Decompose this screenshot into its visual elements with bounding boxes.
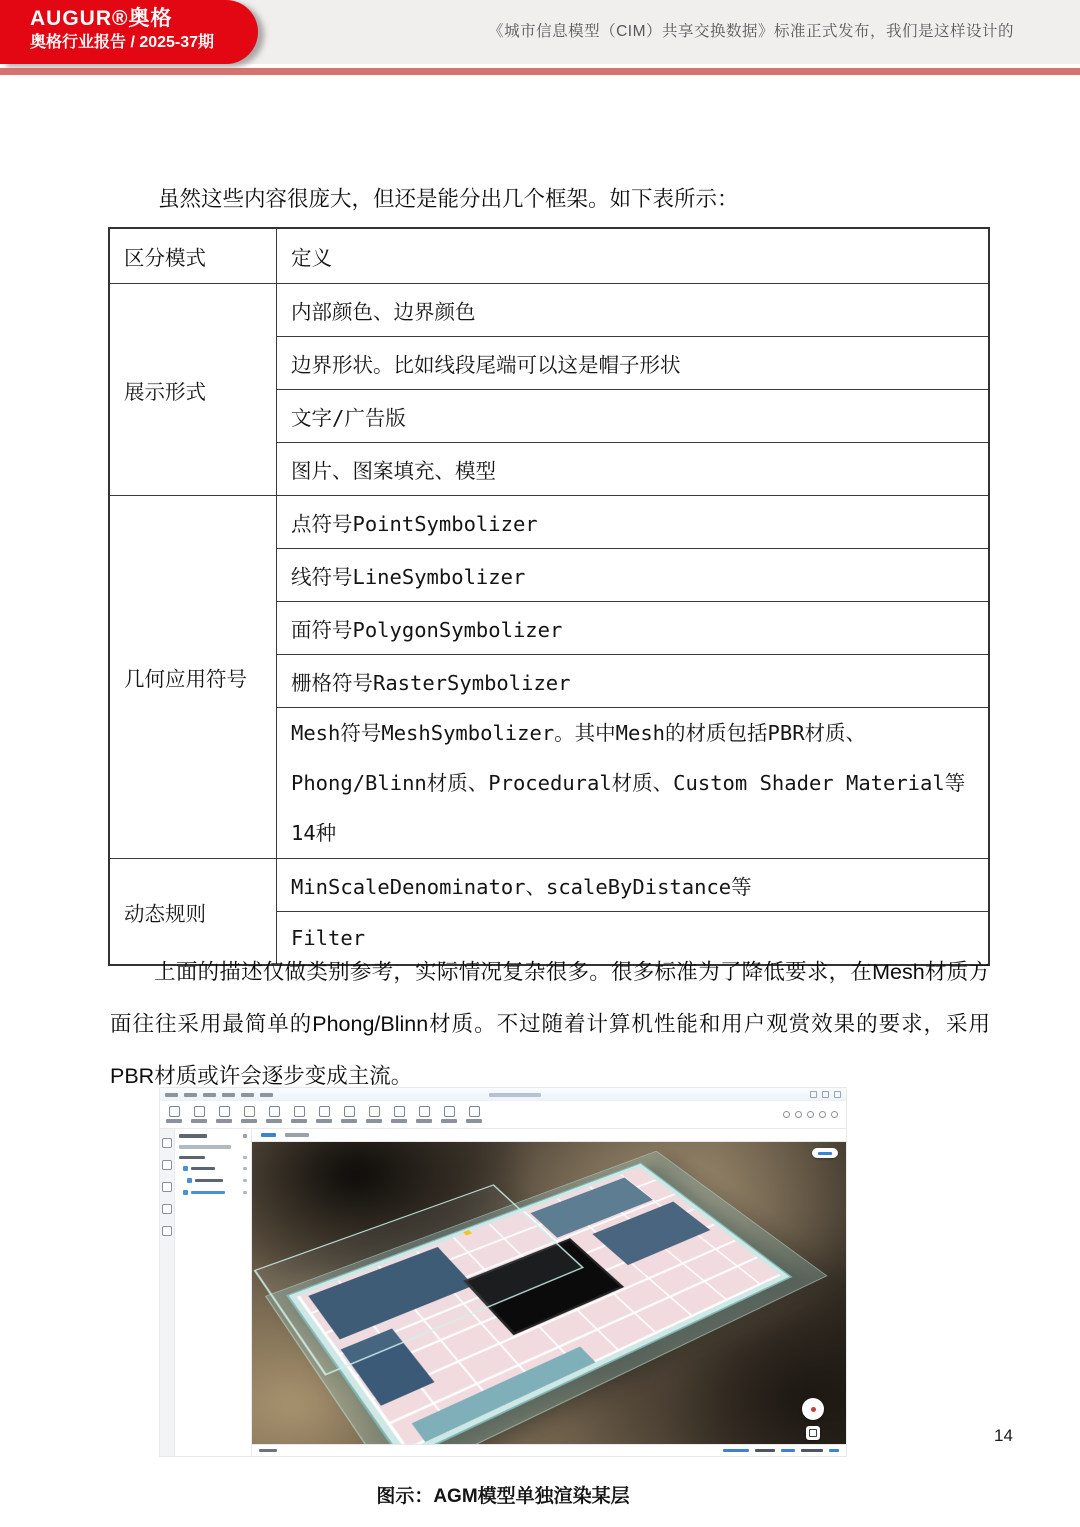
- table-header-definition: 定义: [277, 228, 990, 284]
- layer-label-blob: [179, 1156, 205, 1160]
- toolbar-right-controls: [783, 1111, 840, 1118]
- app-toolbar: [160, 1101, 846, 1129]
- tool-label-blob: [291, 1119, 307, 1123]
- menu-item[interactable]: [241, 1093, 254, 1097]
- tool-icon: [294, 1106, 305, 1117]
- toolbar-tool-button[interactable]: [441, 1106, 457, 1123]
- header-divider: [0, 68, 1080, 75]
- toolbar-tool-button[interactable]: [191, 1106, 207, 1123]
- layer-label-blob: [191, 1167, 215, 1171]
- menu-item[interactable]: [222, 1093, 235, 1097]
- toolbar-view-control-icon[interactable]: [795, 1111, 802, 1118]
- tool-icon: [319, 1106, 330, 1117]
- tool-label-blob: [241, 1119, 257, 1123]
- close-icon[interactable]: [834, 1091, 841, 1098]
- reset-view-icon: [809, 1429, 817, 1437]
- app-main: [160, 1129, 846, 1456]
- statusbar-readout-blob: [755, 1449, 775, 1452]
- layer-icon: [183, 1190, 188, 1195]
- rail-icon[interactable]: [162, 1204, 172, 1214]
- reset-view-button[interactable]: [806, 1426, 820, 1440]
- menu-item[interactable]: [165, 1093, 178, 1097]
- statusbar-right: [723, 1449, 839, 1452]
- tool-label-blob: [316, 1119, 332, 1123]
- table-cell-mode: 展示形式: [109, 284, 277, 496]
- layer-icon: [187, 1178, 192, 1183]
- report-issue-label: 奥格行业报告 / 2025-37期: [30, 34, 215, 51]
- toolbar-tool-button[interactable]: [391, 1106, 407, 1123]
- toolbar-tool-button[interactable]: [466, 1106, 482, 1123]
- table-row: [109, 859, 989, 912]
- statusbar-readout-blob: [723, 1449, 749, 1452]
- layer-count-blob: [243, 1167, 247, 1171]
- statusbar-left-blob: [259, 1449, 277, 1452]
- tree-item[interactable]: [179, 1156, 247, 1160]
- panel-collapse-icon[interactable]: [243, 1134, 247, 1138]
- tool-label-blob: [191, 1119, 207, 1123]
- table-cell-mode: 动态规则: [109, 859, 277, 966]
- tree-item[interactable]: [179, 1178, 247, 1183]
- layer-icon: [183, 1166, 188, 1171]
- report-title: 《城市信息模型（CIM）共享交换数据》标准正式发布，我们是这样设计的: [488, 23, 1014, 40]
- toolbar-view-control-icon[interactable]: [819, 1111, 826, 1118]
- tool-label-blob: [391, 1119, 407, 1123]
- tool-label-blob: [216, 1119, 232, 1123]
- tool-icon: [194, 1106, 205, 1117]
- viewport-area: [252, 1129, 846, 1456]
- table-cell-mode: 几何应用符号: [109, 496, 277, 859]
- menu-item[interactable]: [184, 1093, 197, 1097]
- left-icon-rail: [160, 1129, 175, 1456]
- table-row: [109, 496, 989, 549]
- statusbar-readout-blob: [781, 1449, 795, 1452]
- table-cell-def: 点符号PointSymbolizer: [277, 496, 990, 549]
- tool-icon: [344, 1106, 355, 1117]
- table-cell-def: 图片、图案填充、模型: [277, 443, 990, 496]
- toolbar-tools: [166, 1106, 482, 1123]
- symbolizer-table: [108, 227, 990, 966]
- compass-north-dot: [811, 1407, 816, 1412]
- tool-label-blob: [366, 1119, 382, 1123]
- tool-icon: [469, 1106, 480, 1117]
- tool-label-blob: [441, 1119, 457, 1123]
- tool-icon: [369, 1106, 380, 1117]
- tab-inactive[interactable]: [285, 1133, 309, 1137]
- tool-icon: [244, 1106, 255, 1117]
- rail-icon[interactable]: [162, 1182, 172, 1192]
- tree-item[interactable]: [179, 1190, 247, 1195]
- body-paragraph: 上面的描述仅做类别参考，实际情况复杂很多。很多标准为了降低要求，在Mesh材质方面往往采用最简单的Phong/Blinn材质。不过随着计算机性能和用户观赏效果的要求，采用PBR材质或许会逐步变成主流。: [110, 960, 990, 1088]
- table-cell-def: 文字/广告版: [277, 390, 990, 443]
- table-cell-def: 边界形状。比如线段尾端可以这是帽子形状: [277, 337, 990, 390]
- panel-title-blob: [179, 1134, 207, 1138]
- agm-studio-screenshot: [160, 1088, 846, 1456]
- toolbar-tool-button[interactable]: [316, 1106, 332, 1123]
- toolbar-tool-button[interactable]: [241, 1106, 257, 1123]
- rail-icon[interactable]: [162, 1226, 172, 1236]
- toolbar-view-control-icon[interactable]: [807, 1111, 814, 1118]
- statusbar-readout-blob: [801, 1449, 823, 1452]
- layer-count-blob: [243, 1179, 247, 1183]
- toolbar-tool-button[interactable]: [216, 1106, 232, 1123]
- scene-tree-panel: [175, 1129, 252, 1456]
- scene-tabbar: [252, 1129, 846, 1142]
- tool-icon: [269, 1106, 280, 1117]
- tool-icon: [444, 1106, 455, 1117]
- rail-icon[interactable]: [162, 1160, 172, 1170]
- table-header-row: [109, 228, 989, 284]
- statusbar-readout-blob: [829, 1449, 839, 1452]
- table-cell-def: 线符号LineSymbolizer: [277, 549, 990, 602]
- brand-banner: [0, 0, 258, 64]
- tool-icon: [219, 1106, 230, 1117]
- toolbar-tool-button[interactable]: [416, 1106, 432, 1123]
- toolbar-tool-button[interactable]: [166, 1106, 182, 1123]
- layer-count-blob: [243, 1156, 247, 1160]
- compass-button[interactable]: [802, 1398, 824, 1420]
- figure-caption: 图示：AGM模型单独渲染某层: [376, 1486, 630, 1507]
- table-cell-def: 面符号PolygonSymbolizer: [277, 602, 990, 655]
- page-number: 14: [994, 1426, 1013, 1445]
- table-cell-def: 栅格符号RasterSymbolizer: [277, 655, 990, 708]
- minimize-icon[interactable]: [810, 1091, 817, 1098]
- toolbar-tool-button[interactable]: [366, 1106, 382, 1123]
- layer-count-blob: [243, 1191, 247, 1195]
- panel-header: [179, 1134, 247, 1138]
- toolbar-view-control-icon[interactable]: [831, 1111, 838, 1118]
- table-cell-def: Filter: [277, 912, 990, 966]
- pill-label-blob: [818, 1152, 832, 1155]
- layer-tree: [179, 1156, 247, 1196]
- tool-label-blob: [341, 1119, 357, 1123]
- tool-icon: [394, 1106, 405, 1117]
- intro-text: 虽然这些内容很庞大，但还是能分出几个框架。如下表所示：: [158, 187, 739, 211]
- tab-active[interactable]: [261, 1133, 276, 1137]
- app-titlebar: [160, 1088, 846, 1101]
- layer-label-blob: [191, 1191, 225, 1195]
- toolbar-tool-button[interactable]: [266, 1106, 282, 1123]
- table-cell-def: Mesh符号MeshSymbolizer。其中Mesh的材质包括PBR材质、Phong/Blinn材质、Procedural材质、Custom Shader Material等14种: [277, 708, 990, 859]
- viewport-3d[interactable]: [252, 1142, 846, 1444]
- menu-item[interactable]: [203, 1093, 216, 1097]
- app-statusbar: [252, 1444, 846, 1456]
- viewport-toggle-pill[interactable]: [812, 1148, 838, 1158]
- tree-item[interactable]: [179, 1166, 247, 1171]
- brand-logo: AUGUR®奥格: [30, 7, 173, 30]
- tool-label-blob: [466, 1119, 482, 1123]
- window-controls: [810, 1091, 841, 1098]
- panel-search-blob[interactable]: [179, 1145, 231, 1149]
- toolbar-tool-button[interactable]: [291, 1106, 307, 1123]
- menu-item[interactable]: [260, 1093, 273, 1097]
- toolbar-tool-button[interactable]: [341, 1106, 357, 1123]
- table-cell-def: 内部颜色、边界颜色: [277, 284, 990, 337]
- table-header-mode: 区分模式: [109, 228, 277, 284]
- rail-icon[interactable]: [162, 1138, 172, 1148]
- maximize-icon[interactable]: [822, 1091, 829, 1098]
- tool-icon: [419, 1106, 430, 1117]
- tool-label-blob: [416, 1119, 432, 1123]
- layer-label-blob: [195, 1179, 223, 1183]
- table-row: [109, 284, 989, 337]
- app-menubar: [165, 1093, 273, 1097]
- tool-label-blob: [166, 1119, 182, 1123]
- table-cell-def: MinScaleDenominator、scaleByDistance等: [277, 859, 990, 912]
- app-window-title: [489, 1093, 541, 1097]
- toolbar-view-control-icon[interactable]: [783, 1111, 790, 1118]
- tool-label-blob: [266, 1119, 282, 1123]
- tool-icon: [169, 1106, 180, 1117]
